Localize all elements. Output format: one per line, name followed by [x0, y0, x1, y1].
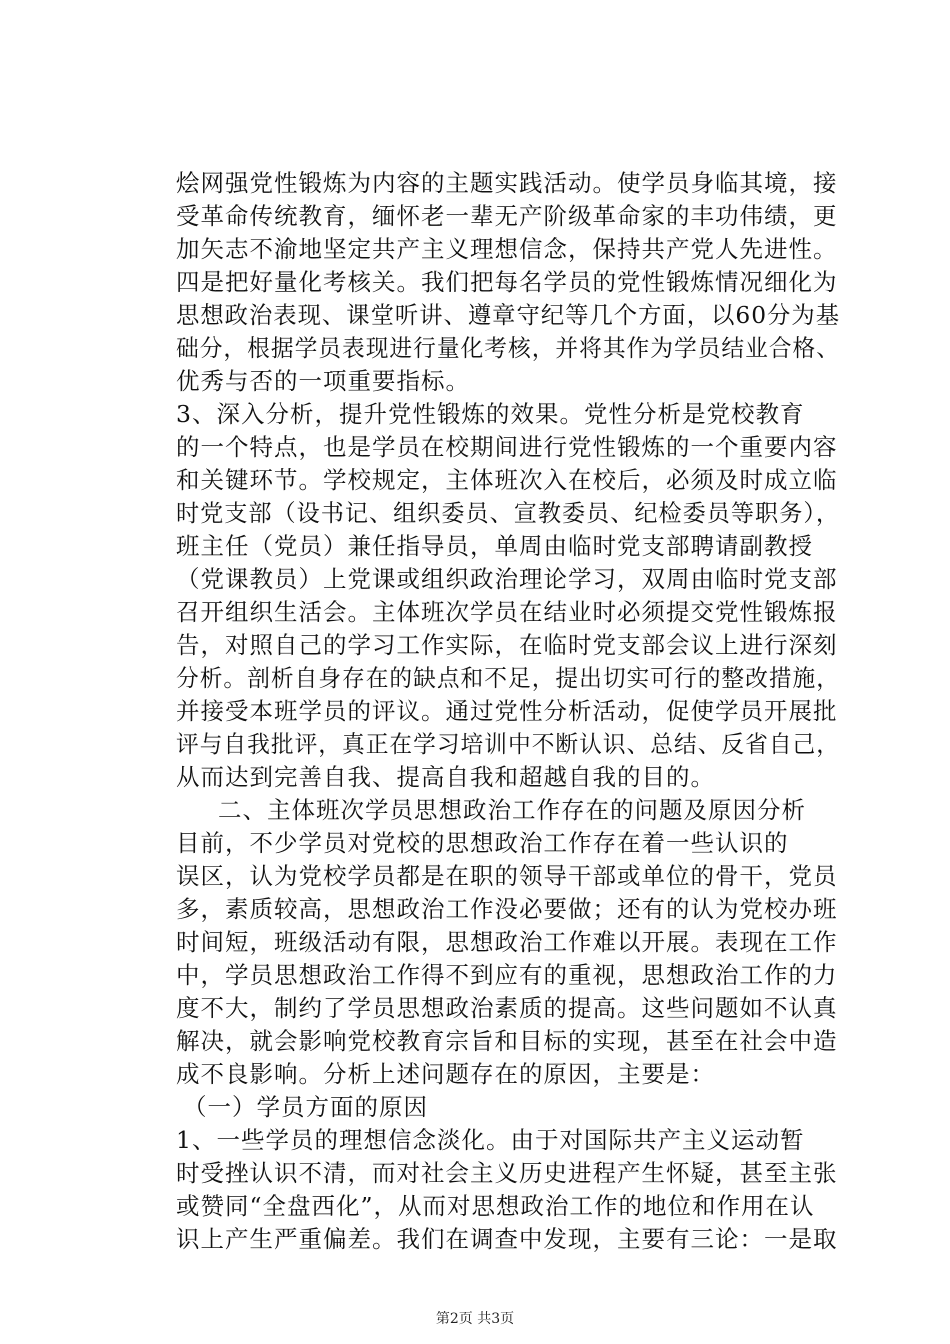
text-line: 解决，就会影响党校教育宗旨和目标的实现，甚至在社会中造	[176, 1027, 838, 1055]
text-line: 目前，不少学员对党校的思想政治工作存在着一些认识的	[176, 829, 789, 857]
text-line: 3、深入分析，提升党性锻炼的效果。党性分析是党校教育	[176, 400, 805, 428]
text-line: 加矢志不渝地坚定共产主义理想信念，保持共产党人先进性。	[176, 235, 838, 263]
text-line: 思想政治表现、课堂听讲、遵章守纪等几个方面，以60分为基	[176, 301, 841, 329]
text-line: 1、一些学员的理想信念淡化。由于对国际共产主义运动暂	[176, 1126, 805, 1154]
section-heading: 二、主体班次学员思想政治工作存在的问题及原因分析	[218, 796, 806, 824]
text-line: 础分，根据学员表现进行量化考核，并将其作为学员结业合格、	[176, 334, 840, 362]
text-line: 分析。剖析自身存在的缺点和不足，提出切实可行的整改措施，	[176, 664, 840, 692]
text-line: 的一个特点，也是学员在校期间进行党性锻炼的一个重要内容	[176, 433, 838, 461]
text-line: 四是把好量化考核关。我们把每名学员的党性锻炼情况细化为	[176, 268, 838, 296]
text-line: 时间短，班级活动有限，思想政治工作难以开展。表现在工作	[176, 928, 838, 956]
text-line: 识上产生严重偏差。我们在调查中发现，主要有三论：一是取	[176, 1225, 838, 1253]
text-line: 时党支部（设书记、组织委员、宣教委员、纪检委员等职务），	[176, 499, 841, 527]
text-line: 中，学员思想政治工作得不到应有的重视，思想政治工作的力	[176, 961, 838, 989]
text-line: 多，素质较高，思想政治工作没必要做；还有的认为党校办班	[176, 895, 838, 923]
page-footer: 第2页 共3页	[435, 1311, 515, 1327]
subsection-heading: （一）学员方面的原因	[183, 1093, 428, 1121]
text-line: 成不良影响。分析上述问题存在的原因，主要是：	[176, 1060, 715, 1088]
text-line: 优秀与否的一项重要指标。	[176, 367, 470, 395]
text-line: 和关键环节。学校规定，主体班次入在校后，必须及时成立临	[176, 466, 838, 494]
text-line: 班主任（党员）兼任指导员，单周由临时党支部聘请副教授	[176, 532, 813, 560]
text-line: 并接受本班学员的评议。通过党性分析活动，促使学员开展批	[176, 697, 838, 725]
text-line: 时受挫认识不清，而对社会主义历史进程产生怀疑，甚至主张	[176, 1159, 838, 1187]
text-line: 告，对照自己的学习工作实际，在临时党支部会议上进行深刻	[176, 631, 838, 659]
text-line: 从而达到完善自我、提高自我和超越自我的目的。	[176, 763, 715, 791]
text-line: 度不大，制约了学员思想政治素质的提高。这些问题如不认真	[176, 994, 838, 1022]
text-line: 或赞同“全盘西化”，从而对思想政治工作的地位和作用在认	[176, 1192, 815, 1220]
text-line: 召开组织生活会。主体班次学员在结业时必须提交党性锻炼报	[176, 598, 838, 626]
text-line: 烩网强党性锻炼为内容的主题实践活动。使学员身临其境，接	[176, 169, 838, 197]
text-line: 误区，认为党校学员都是在职的领导干部或单位的骨干，党员	[176, 862, 838, 890]
text-line: （党课教员）上党课或组织政治理论学习，双周由临时党支部	[176, 565, 838, 593]
text-line: 评与自我批评，真正在学习培训中不断认识、总结、反省自己，	[176, 730, 840, 758]
text-line: 受革命传统教育，缅怀老一辈无产阶级革命家的丰功伟绩，更	[176, 202, 838, 230]
